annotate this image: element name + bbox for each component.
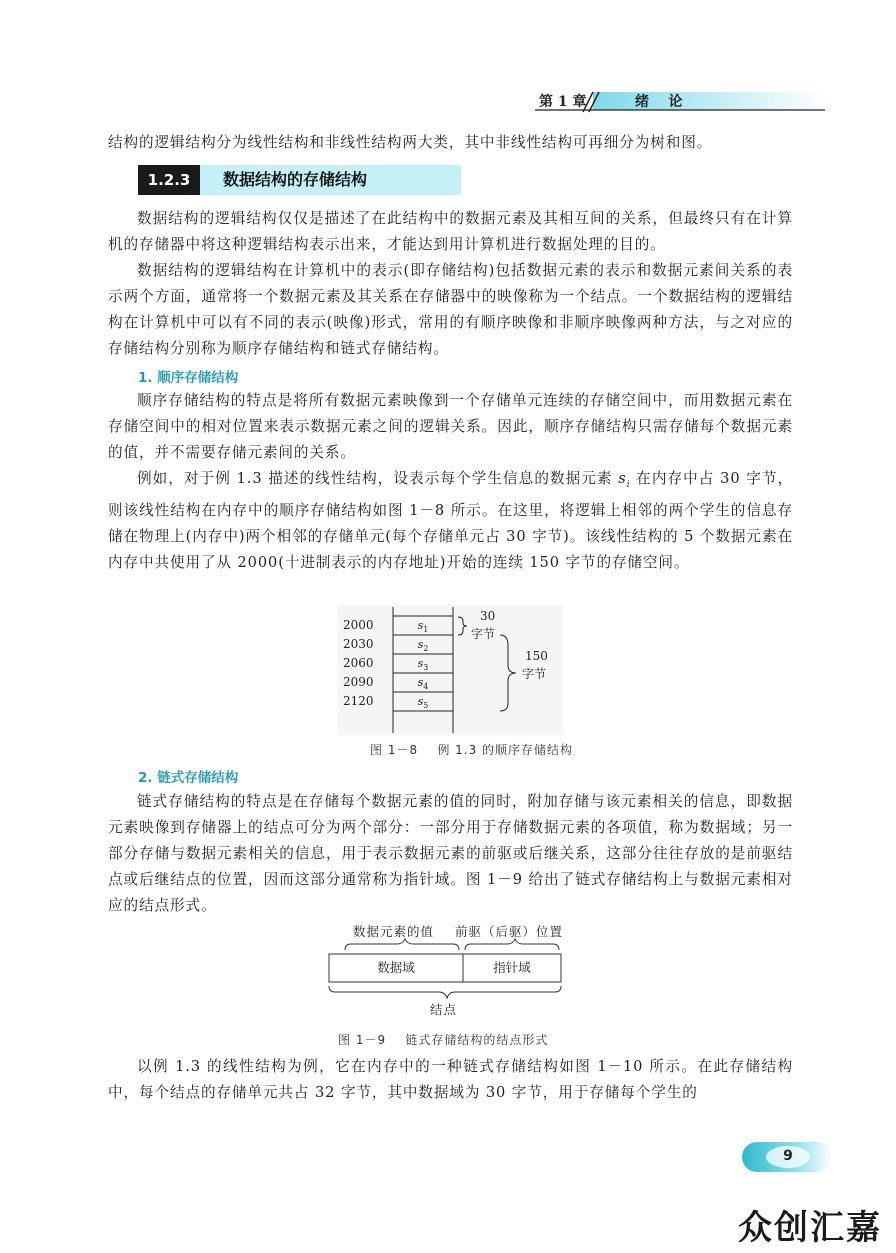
- chapter-label: 第 1 章: [539, 94, 587, 110]
- address-2090: 2090: [343, 675, 374, 689]
- address-2120: 2120: [343, 694, 374, 708]
- header-bar: [535, 88, 825, 114]
- paragraph-5: 链式存储结构的特点是在存储每个数据元素的值的同时，附加存储与该元素相关的信息，即数据元素映像到存储器上的结点可分为两个部分：一部分用于存储数据元素的各项值，称为数据域；另一部分存储与数据元素相关的信息，用于表示数据元素的前驱或后继关系，这部分往往存放的是前驱结点或后继结点的位置，因而这部分通常称为指针域。图 1－9 给出了链式存储结构上与数据元素相对应的结点形式。: [108, 793, 793, 914]
- cell-s5-sub: 5: [423, 701, 429, 711]
- subheading-linked: 2. 链式存储结构: [138, 770, 239, 786]
- section-title: 数据结构的存储结构: [223, 170, 368, 189]
- subheading-sequential: 1. 顺序存储结构: [138, 370, 239, 386]
- cell-s4: [393, 673, 453, 692]
- brace-small-number: 30: [480, 609, 496, 623]
- cell-s3-var: s: [417, 657, 424, 670]
- data-field: 数据域: [377, 960, 415, 975]
- cell-s3: [393, 654, 453, 673]
- node-value-label: 数据元素的值: [353, 924, 435, 939]
- brace-small-unit: 字节: [471, 627, 496, 641]
- paragraph-4: [108, 466, 793, 576]
- section-number: 1.2.3: [138, 165, 200, 195]
- cell-s1: [393, 616, 453, 635]
- page-number-badge: [740, 1138, 832, 1176]
- paragraph-4-part-a: 例如，对于例 1.3 描述的线性结构，设表示每个学生信息的数据元素: [137, 470, 619, 487]
- figure-1-8-caption: 图 1－8 例 1.3 的顺序存储结构: [370, 743, 574, 757]
- page-number: 9: [783, 1148, 793, 1164]
- math-var-s: s: [618, 470, 627, 487]
- cell-s2-var: s: [417, 638, 424, 651]
- cell-s5-var: s: [417, 695, 424, 708]
- address-2000: 2000: [343, 618, 374, 632]
- paragraph-0: 结构的逻辑结构分为线性结构和非线性结构两大类，其中非线性结构可再细分为树和图。: [108, 134, 713, 151]
- chapter-title: 绪 论: [635, 94, 683, 110]
- node-label: 结点: [430, 1002, 458, 1017]
- cell-s3-sub: 3: [423, 663, 429, 673]
- cell-s2: [393, 635, 453, 654]
- paragraph-2: 数据结构的逻辑结构在计算机中的表示(即存储结构)包括数据元素的表示和数据元素间关系的表示两个方面，通常将一个数据元素及其关系在存储器中的映像称为一个结点。一个数据结构的逻辑结构在计算机中可以有不同的表示(映像)形式，常用的有顺序映像和非顺序映像两种方法，与之对应的存储结构分别称为顺序存储结构和链式存储结构。: [108, 262, 793, 357]
- paragraph-3: 顺序存储结构的特点是将所有数据元素映像到一个存储单元连续的存储空间中，而用数据元素在存储空间中的相对位置来表示数据元素之间的逻辑关系。因此，顺序存储结构只需存储每个数据元素的值，并不需要存储元素间的关系。: [108, 392, 793, 461]
- watermark-text: 众创汇嘉: [738, 1208, 882, 1248]
- math-sub-i: i: [626, 479, 631, 490]
- cell-s1-var: s: [417, 619, 424, 632]
- brace-big-number: 150: [525, 649, 548, 663]
- figure-1-8: [338, 605, 563, 735]
- cell-s2-sub: 2: [423, 644, 429, 654]
- cell-s5: [393, 692, 453, 711]
- paragraph-1: 数据结构的逻辑结构仅仅是描述了在此结构中的数据元素及其相互间的关系，但最终只有在计算机的存储器中将这种逻辑结构表示出来，才能达到用计算机进行数据处理的目的。: [108, 210, 793, 253]
- paragraph-6: 以例 1.3 的线性结构为例，它在内存中的一种链式存储结构如图 1－10 所示。在此存储结构中，每个结点的存储单元共占 32 字节，其中数据域为 30 字节，用于存储每个学生的: [108, 1058, 793, 1101]
- address-2060: 2060: [343, 656, 374, 670]
- figure-1-9: [325, 920, 570, 1020]
- paragraph-4-part-b: 在内存中占 30 字节，则该线性结构在内存中的顺序存储结构如图 1－8 所示。在这里，将逻辑上相邻的两个学生的信息存储在物理上(内存中)两个相邻的存储单元(每个存储单元占 30 字节)。该线性结构的 5 个数据元素在内存中共使用了从 2000(十进制表示的内存地址)开始的连续 150 字节的存储空间。: [108, 470, 793, 571]
- pointer-field: 指针域: [493, 960, 531, 975]
- section-heading: [138, 165, 461, 195]
- cell-s4-sub: 4: [423, 682, 429, 692]
- address-2030: 2030: [343, 637, 374, 651]
- brace-big-unit: 字节: [522, 667, 547, 681]
- figure-1-9-caption: 图 1－9 链式存储结构的结点形式: [338, 1033, 549, 1047]
- cell-s4-var: s: [417, 676, 424, 689]
- cell-s1-sub: 1: [423, 625, 429, 635]
- node-position-label: 前驱（后驱）位置: [455, 924, 564, 939]
